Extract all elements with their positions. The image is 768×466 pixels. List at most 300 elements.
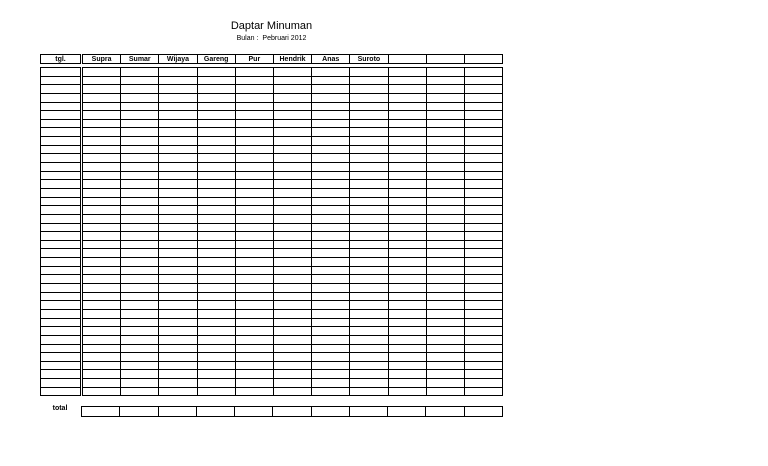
- entry-cell[interactable]: [159, 379, 197, 388]
- date-cell[interactable]: [41, 249, 81, 258]
- entry-cell[interactable]: [426, 197, 464, 206]
- entry-cell[interactable]: [464, 370, 502, 379]
- entry-cell[interactable]: [235, 102, 273, 111]
- entry-cell[interactable]: [388, 206, 426, 215]
- entry-cell[interactable]: [83, 301, 121, 310]
- entry-cell[interactable]: [273, 145, 311, 154]
- entry-cell[interactable]: [121, 240, 159, 249]
- entry-cell[interactable]: [197, 111, 235, 120]
- entry-cell[interactable]: [312, 111, 350, 120]
- date-cell[interactable]: [41, 258, 81, 267]
- entry-cell[interactable]: [273, 102, 311, 111]
- entry-cell[interactable]: [121, 335, 159, 344]
- entry-cell[interactable]: [426, 171, 464, 180]
- entry-cell[interactable]: [388, 309, 426, 318]
- entry-cell[interactable]: [83, 102, 121, 111]
- entry-cell[interactable]: [83, 232, 121, 241]
- entry-cell[interactable]: [197, 292, 235, 301]
- entry-cell[interactable]: [159, 284, 197, 293]
- date-cell[interactable]: [41, 240, 81, 249]
- entry-cell[interactable]: [83, 206, 121, 215]
- entry-cell[interactable]: [350, 85, 388, 94]
- total-cell[interactable]: [120, 407, 158, 417]
- entry-cell[interactable]: [273, 318, 311, 327]
- entry-cell[interactable]: [235, 387, 273, 396]
- entry-cell[interactable]: [312, 335, 350, 344]
- date-cell[interactable]: [41, 206, 81, 215]
- entry-cell[interactable]: [121, 344, 159, 353]
- entry-cell[interactable]: [388, 68, 426, 77]
- entry-cell[interactable]: [273, 163, 311, 172]
- entry-cell[interactable]: [83, 361, 121, 370]
- entry-cell[interactable]: [121, 197, 159, 206]
- entry-cell[interactable]: [388, 275, 426, 284]
- entry-cell[interactable]: [235, 344, 273, 353]
- entry-cell[interactable]: [388, 318, 426, 327]
- entry-cell[interactable]: [350, 301, 388, 310]
- entry-cell[interactable]: [197, 180, 235, 189]
- entry-cell[interactable]: [159, 266, 197, 275]
- entry-cell[interactable]: [159, 206, 197, 215]
- entry-cell[interactable]: [426, 232, 464, 241]
- date-cell[interactable]: [41, 301, 81, 310]
- entry-cell[interactable]: [388, 258, 426, 267]
- entry-cell[interactable]: [312, 85, 350, 94]
- entry-cell[interactable]: [464, 353, 502, 362]
- entry-cell[interactable]: [83, 197, 121, 206]
- entry-cell[interactable]: [388, 361, 426, 370]
- entry-cell[interactable]: [350, 180, 388, 189]
- entry-cell[interactable]: [312, 318, 350, 327]
- entry-cell[interactable]: [388, 344, 426, 353]
- entry-cell[interactable]: [426, 284, 464, 293]
- entry-cell[interactable]: [312, 240, 350, 249]
- total-cell[interactable]: [311, 407, 349, 417]
- entry-cell[interactable]: [121, 275, 159, 284]
- entry-cell[interactable]: [312, 137, 350, 146]
- entry-cell[interactable]: [83, 93, 121, 102]
- entry-cell[interactable]: [350, 309, 388, 318]
- entry-cell[interactable]: [464, 171, 502, 180]
- entry-cell[interactable]: [273, 180, 311, 189]
- entry-cell[interactable]: [121, 284, 159, 293]
- entry-cell[interactable]: [159, 275, 197, 284]
- entry-cell[interactable]: [121, 379, 159, 388]
- entry-cell[interactable]: [83, 292, 121, 301]
- entry-cell[interactable]: [159, 85, 197, 94]
- entry-cell[interactable]: [235, 111, 273, 120]
- entry-cell[interactable]: [426, 335, 464, 344]
- entry-cell[interactable]: [197, 102, 235, 111]
- entry-cell[interactable]: [273, 275, 311, 284]
- entry-cell[interactable]: [83, 163, 121, 172]
- entry-cell[interactable]: [464, 344, 502, 353]
- entry-cell[interactable]: [273, 111, 311, 120]
- entry-cell[interactable]: [159, 292, 197, 301]
- entry-cell[interactable]: [350, 76, 388, 85]
- entry-cell[interactable]: [426, 163, 464, 172]
- entry-cell[interactable]: [235, 353, 273, 362]
- entry-cell[interactable]: [464, 335, 502, 344]
- date-cell[interactable]: [41, 119, 81, 128]
- entry-cell[interactable]: [121, 145, 159, 154]
- entry-cell[interactable]: [197, 128, 235, 137]
- entry-cell[interactable]: [235, 93, 273, 102]
- entry-cell[interactable]: [273, 284, 311, 293]
- entry-cell[interactable]: [426, 154, 464, 163]
- entry-cell[interactable]: [273, 188, 311, 197]
- date-cell[interactable]: [41, 370, 81, 379]
- entry-cell[interactable]: [464, 214, 502, 223]
- entry-cell[interactable]: [273, 76, 311, 85]
- entry-cell[interactable]: [312, 188, 350, 197]
- entry-cell[interactable]: [388, 171, 426, 180]
- entry-cell[interactable]: [121, 154, 159, 163]
- entry-cell[interactable]: [159, 249, 197, 258]
- entry-cell[interactable]: [312, 223, 350, 232]
- entry-cell[interactable]: [464, 301, 502, 310]
- entry-cell[interactable]: [197, 214, 235, 223]
- entry-cell[interactable]: [312, 344, 350, 353]
- entry-cell[interactable]: [83, 309, 121, 318]
- entry-cell[interactable]: [388, 370, 426, 379]
- entry-cell[interactable]: [197, 327, 235, 336]
- entry-cell[interactable]: [350, 275, 388, 284]
- entry-cell[interactable]: [426, 68, 464, 77]
- date-cell[interactable]: [41, 68, 81, 77]
- entry-cell[interactable]: [464, 223, 502, 232]
- entry-cell[interactable]: [273, 309, 311, 318]
- entry-cell[interactable]: [312, 154, 350, 163]
- entry-cell[interactable]: [235, 119, 273, 128]
- date-cell[interactable]: [41, 344, 81, 353]
- entry-cell[interactable]: [312, 327, 350, 336]
- entry-cell[interactable]: [121, 68, 159, 77]
- date-cell[interactable]: [41, 102, 81, 111]
- entry-cell[interactable]: [388, 188, 426, 197]
- entry-cell[interactable]: [388, 197, 426, 206]
- entry-cell[interactable]: [312, 163, 350, 172]
- entry-cell[interactable]: [159, 180, 197, 189]
- entry-cell[interactable]: [121, 361, 159, 370]
- entry-cell[interactable]: [83, 223, 121, 232]
- entry-cell[interactable]: [83, 171, 121, 180]
- entry-cell[interactable]: [464, 188, 502, 197]
- entry-cell[interactable]: [464, 197, 502, 206]
- entry-cell[interactable]: [426, 318, 464, 327]
- total-cell[interactable]: [388, 407, 426, 417]
- entry-cell[interactable]: [388, 76, 426, 85]
- entry-cell[interactable]: [83, 128, 121, 137]
- entry-cell[interactable]: [159, 188, 197, 197]
- entry-cell[interactable]: [350, 327, 388, 336]
- entry-cell[interactable]: [197, 163, 235, 172]
- entry-cell[interactable]: [197, 353, 235, 362]
- date-cell[interactable]: [41, 327, 81, 336]
- entry-cell[interactable]: [426, 188, 464, 197]
- entry-cell[interactable]: [235, 232, 273, 241]
- entry-cell[interactable]: [121, 370, 159, 379]
- entry-cell[interactable]: [350, 318, 388, 327]
- entry-cell[interactable]: [83, 68, 121, 77]
- entry-cell[interactable]: [83, 327, 121, 336]
- entry-cell[interactable]: [121, 111, 159, 120]
- total-cell[interactable]: [82, 407, 120, 417]
- entry-cell[interactable]: [312, 214, 350, 223]
- entry-cell[interactable]: [83, 275, 121, 284]
- entry-cell[interactable]: [159, 301, 197, 310]
- entry-cell[interactable]: [159, 111, 197, 120]
- date-cell[interactable]: [41, 188, 81, 197]
- entry-cell[interactable]: [273, 335, 311, 344]
- entry-cell[interactable]: [426, 361, 464, 370]
- entry-cell[interactable]: [273, 361, 311, 370]
- entry-cell[interactable]: [235, 68, 273, 77]
- entry-cell[interactable]: [273, 119, 311, 128]
- date-cell[interactable]: [41, 214, 81, 223]
- entry-cell[interactable]: [350, 370, 388, 379]
- entry-cell[interactable]: [197, 387, 235, 396]
- entry-cell[interactable]: [312, 361, 350, 370]
- entry-cell[interactable]: [235, 206, 273, 215]
- entry-cell[interactable]: [464, 292, 502, 301]
- entry-cell[interactable]: [83, 137, 121, 146]
- entry-cell[interactable]: [235, 379, 273, 388]
- entry-cell[interactable]: [121, 206, 159, 215]
- entry-cell[interactable]: [83, 353, 121, 362]
- date-cell[interactable]: [41, 180, 81, 189]
- entry-cell[interactable]: [159, 119, 197, 128]
- entry-cell[interactable]: [426, 309, 464, 318]
- entry-cell[interactable]: [197, 171, 235, 180]
- entry-cell[interactable]: [235, 128, 273, 137]
- entry-cell[interactable]: [312, 370, 350, 379]
- entry-cell[interactable]: [121, 93, 159, 102]
- entry-cell[interactable]: [197, 344, 235, 353]
- entry-cell[interactable]: [159, 361, 197, 370]
- entry-cell[interactable]: [350, 258, 388, 267]
- entry-cell[interactable]: [197, 93, 235, 102]
- entry-cell[interactable]: [159, 309, 197, 318]
- entry-cell[interactable]: [464, 275, 502, 284]
- entry-cell[interactable]: [235, 292, 273, 301]
- entry-cell[interactable]: [350, 361, 388, 370]
- entry-cell[interactable]: [388, 232, 426, 241]
- date-cell[interactable]: [41, 163, 81, 172]
- entry-cell[interactable]: [388, 292, 426, 301]
- entry-cell[interactable]: [388, 353, 426, 362]
- entry-cell[interactable]: [83, 76, 121, 85]
- entry-cell[interactable]: [312, 284, 350, 293]
- entry-cell[interactable]: [83, 188, 121, 197]
- entry-cell[interactable]: [350, 206, 388, 215]
- entry-cell[interactable]: [197, 154, 235, 163]
- entry-cell[interactable]: [197, 370, 235, 379]
- entry-cell[interactable]: [312, 379, 350, 388]
- entry-cell[interactable]: [121, 318, 159, 327]
- date-cell[interactable]: [41, 137, 81, 146]
- entry-cell[interactable]: [350, 284, 388, 293]
- entry-cell[interactable]: [273, 266, 311, 275]
- entry-cell[interactable]: [235, 171, 273, 180]
- entry-cell[interactable]: [197, 318, 235, 327]
- entry-cell[interactable]: [235, 188, 273, 197]
- entry-cell[interactable]: [312, 197, 350, 206]
- entry-cell[interactable]: [159, 76, 197, 85]
- entry-cell[interactable]: [312, 128, 350, 137]
- entry-cell[interactable]: [464, 93, 502, 102]
- date-cell[interactable]: [41, 154, 81, 163]
- entry-cell[interactable]: [312, 275, 350, 284]
- entry-cell[interactable]: [464, 206, 502, 215]
- entry-cell[interactable]: [197, 232, 235, 241]
- entry-cell[interactable]: [464, 128, 502, 137]
- entry-cell[interactable]: [464, 68, 502, 77]
- entry-cell[interactable]: [197, 119, 235, 128]
- date-cell[interactable]: [41, 145, 81, 154]
- entry-cell[interactable]: [388, 163, 426, 172]
- entry-cell[interactable]: [350, 111, 388, 120]
- entry-cell[interactable]: [426, 102, 464, 111]
- entry-cell[interactable]: [312, 301, 350, 310]
- entry-cell[interactable]: [388, 266, 426, 275]
- date-cell[interactable]: [41, 266, 81, 275]
- entry-cell[interactable]: [197, 361, 235, 370]
- total-cell[interactable]: [426, 407, 464, 417]
- entry-cell[interactable]: [159, 197, 197, 206]
- entry-cell[interactable]: [273, 197, 311, 206]
- total-cell[interactable]: [158, 407, 196, 417]
- entry-cell[interactable]: [197, 284, 235, 293]
- entry-cell[interactable]: [83, 180, 121, 189]
- entry-cell[interactable]: [312, 180, 350, 189]
- entry-cell[interactable]: [159, 68, 197, 77]
- date-cell[interactable]: [41, 309, 81, 318]
- entry-cell[interactable]: [464, 119, 502, 128]
- entry-cell[interactable]: [388, 240, 426, 249]
- entry-cell[interactable]: [426, 128, 464, 137]
- entry-cell[interactable]: [235, 258, 273, 267]
- entry-cell[interactable]: [426, 301, 464, 310]
- entry-cell[interactable]: [235, 214, 273, 223]
- entry-cell[interactable]: [426, 137, 464, 146]
- entry-cell[interactable]: [464, 240, 502, 249]
- entry-cell[interactable]: [159, 223, 197, 232]
- entry-cell[interactable]: [464, 379, 502, 388]
- entry-cell[interactable]: [464, 361, 502, 370]
- entry-cell[interactable]: [426, 111, 464, 120]
- entry-cell[interactable]: [235, 137, 273, 146]
- entry-cell[interactable]: [312, 102, 350, 111]
- entry-cell[interactable]: [426, 119, 464, 128]
- entry-cell[interactable]: [426, 223, 464, 232]
- date-cell[interactable]: [41, 171, 81, 180]
- entry-cell[interactable]: [426, 240, 464, 249]
- entry-cell[interactable]: [235, 335, 273, 344]
- entry-cell[interactable]: [350, 102, 388, 111]
- entry-cell[interactable]: [159, 163, 197, 172]
- entry-cell[interactable]: [83, 119, 121, 128]
- entry-cell[interactable]: [464, 387, 502, 396]
- entry-cell[interactable]: [273, 68, 311, 77]
- entry-cell[interactable]: [197, 309, 235, 318]
- entry-cell[interactable]: [350, 119, 388, 128]
- entry-cell[interactable]: [121, 102, 159, 111]
- entry-cell[interactable]: [121, 387, 159, 396]
- date-cell[interactable]: [41, 93, 81, 102]
- entry-cell[interactable]: [388, 327, 426, 336]
- entry-cell[interactable]: [197, 85, 235, 94]
- entry-cell[interactable]: [464, 232, 502, 241]
- entry-cell[interactable]: [350, 240, 388, 249]
- entry-cell[interactable]: [426, 145, 464, 154]
- date-cell[interactable]: [41, 379, 81, 388]
- entry-cell[interactable]: [83, 379, 121, 388]
- entry-cell[interactable]: [388, 137, 426, 146]
- entry-cell[interactable]: [273, 214, 311, 223]
- entry-cell[interactable]: [121, 180, 159, 189]
- date-cell[interactable]: [41, 85, 81, 94]
- entry-cell[interactable]: [197, 137, 235, 146]
- total-cell[interactable]: [196, 407, 234, 417]
- entry-cell[interactable]: [426, 266, 464, 275]
- entry-cell[interactable]: [121, 258, 159, 267]
- entry-cell[interactable]: [464, 137, 502, 146]
- total-cell[interactable]: [464, 407, 502, 417]
- entry-cell[interactable]: [83, 85, 121, 94]
- entry-cell[interactable]: [350, 266, 388, 275]
- entry-cell[interactable]: [159, 344, 197, 353]
- entry-cell[interactable]: [464, 154, 502, 163]
- entry-cell[interactable]: [273, 344, 311, 353]
- date-cell[interactable]: [41, 111, 81, 120]
- entry-cell[interactable]: [121, 163, 159, 172]
- entry-cell[interactable]: [388, 223, 426, 232]
- entry-cell[interactable]: [350, 232, 388, 241]
- entry-cell[interactable]: [159, 258, 197, 267]
- entry-cell[interactable]: [350, 68, 388, 77]
- entry-cell[interactable]: [273, 353, 311, 362]
- entry-cell[interactable]: [350, 163, 388, 172]
- total-cell[interactable]: [349, 407, 387, 417]
- entry-cell[interactable]: [388, 180, 426, 189]
- entry-cell[interactable]: [312, 119, 350, 128]
- entry-cell[interactable]: [121, 327, 159, 336]
- entry-cell[interactable]: [464, 327, 502, 336]
- entry-cell[interactable]: [464, 145, 502, 154]
- entry-cell[interactable]: [121, 301, 159, 310]
- entry-cell[interactable]: [121, 249, 159, 258]
- entry-cell[interactable]: [159, 145, 197, 154]
- date-cell[interactable]: [41, 197, 81, 206]
- entry-cell[interactable]: [121, 76, 159, 85]
- entry-cell[interactable]: [464, 85, 502, 94]
- entry-cell[interactable]: [121, 85, 159, 94]
- entry-cell[interactable]: [83, 111, 121, 120]
- entry-cell[interactable]: [197, 240, 235, 249]
- entry-cell[interactable]: [197, 266, 235, 275]
- entry-cell[interactable]: [388, 249, 426, 258]
- entry-cell[interactable]: [464, 284, 502, 293]
- entry-cell[interactable]: [235, 154, 273, 163]
- entry-cell[interactable]: [312, 206, 350, 215]
- entry-cell[interactable]: [350, 197, 388, 206]
- entry-cell[interactable]: [350, 344, 388, 353]
- entry-cell[interactable]: [426, 85, 464, 94]
- entry-cell[interactable]: [159, 102, 197, 111]
- entry-cell[interactable]: [350, 249, 388, 258]
- entry-cell[interactable]: [350, 223, 388, 232]
